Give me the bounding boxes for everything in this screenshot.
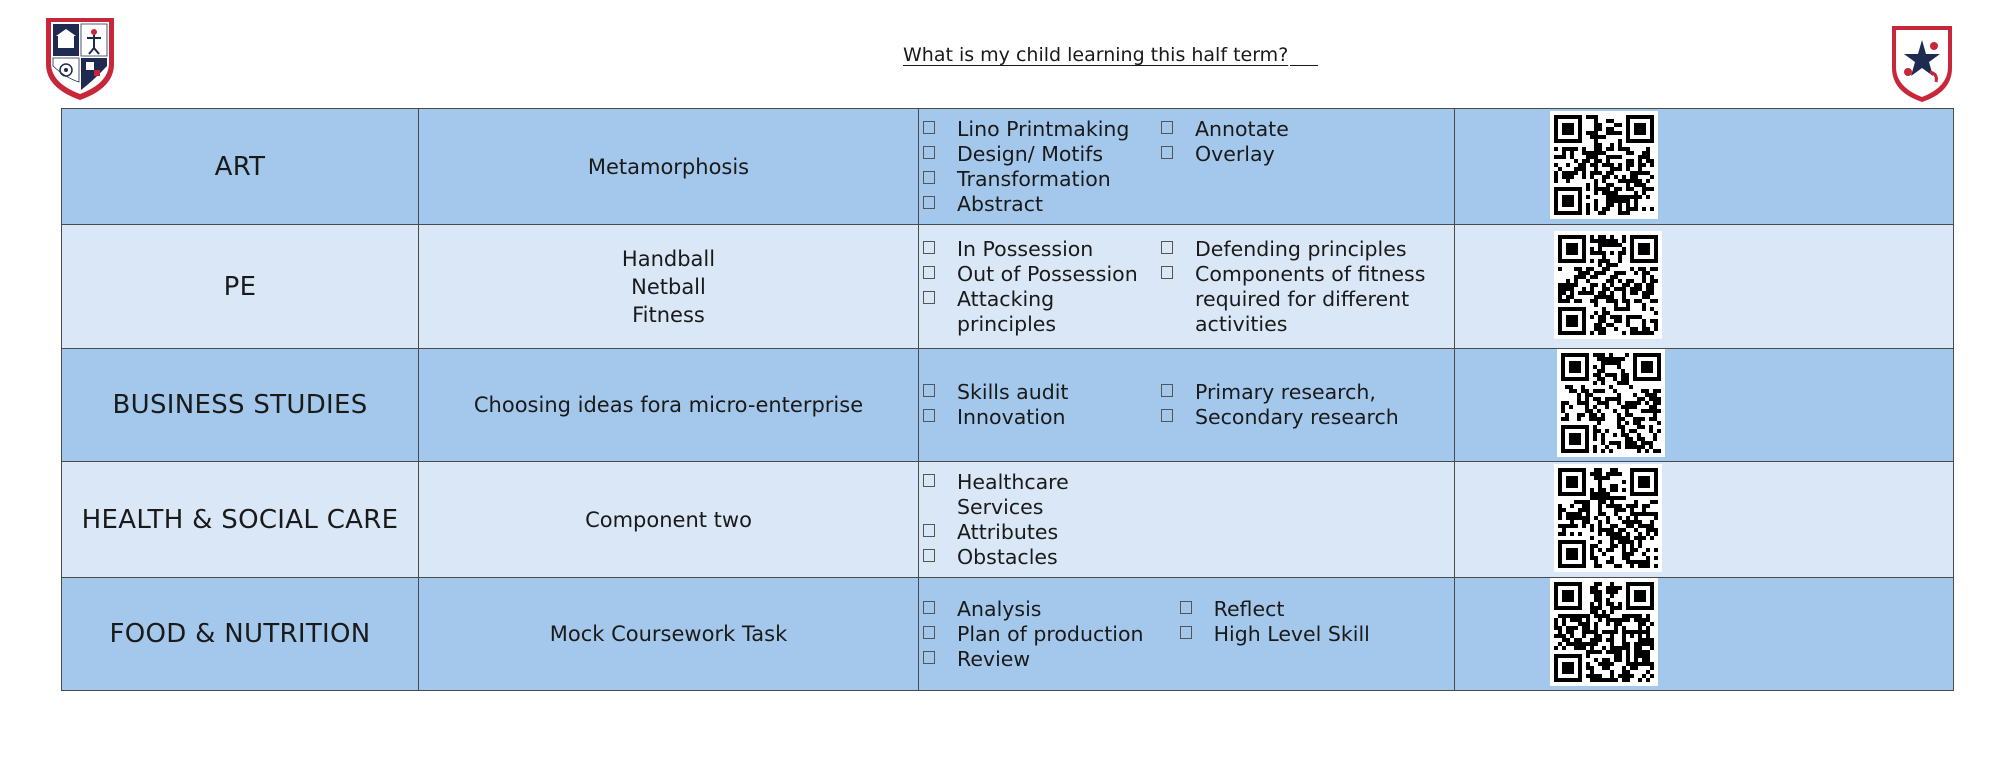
qr-cell [1455, 349, 1954, 462]
checklist-item [919, 380, 1157, 405]
topic-cell [419, 349, 919, 462]
topic-cell [419, 225, 919, 349]
topic-line: Component two [585, 507, 752, 532]
checklist-item-label: Plan of production [957, 621, 1144, 646]
checklist-item [1157, 117, 1437, 142]
checklist-item [919, 117, 1157, 142]
subject-row [62, 462, 1954, 578]
checklist-item-label: Attacking principles [957, 286, 1057, 336]
key-points-column [1157, 470, 1437, 570]
checklist-item-label: Annotate [1195, 116, 1289, 141]
checklist-item [919, 262, 1157, 287]
checklist-item-label: Overlay [1195, 141, 1275, 166]
key-points-column [919, 237, 1157, 337]
qr-cell [1455, 109, 1954, 225]
key-points-column [1157, 380, 1437, 430]
checklist-item [1157, 405, 1437, 430]
key-points-column [919, 380, 1157, 430]
checklist-item-label: Defending principles [1195, 236, 1407, 261]
checkbox-icon [1161, 146, 1173, 159]
qr-cell [1455, 462, 1954, 578]
checkbox-icon [923, 651, 935, 664]
subject-cell [62, 349, 419, 462]
checklist-item [919, 545, 1157, 570]
checkbox-icon [923, 474, 935, 487]
checklist-item [919, 237, 1157, 262]
checklist-item [1157, 142, 1437, 167]
checklist-item [1157, 262, 1437, 337]
subject-name: HEALTH & SOCIAL CARE [81, 504, 399, 535]
subject-cell [62, 225, 419, 349]
qr-code-icon[interactable] [1550, 578, 1658, 686]
checkbox-icon [923, 121, 935, 134]
checklist-item-label: Transformation [957, 166, 1111, 191]
subject-name: FOOD & NUTRITION [109, 619, 371, 649]
checklist-item [1176, 597, 1454, 622]
checklist-item [919, 405, 1157, 430]
topic-line: Netball [631, 274, 706, 299]
checklist-item-label: Attributes [957, 519, 1059, 544]
subject-row [62, 578, 1954, 691]
checkbox-icon [1161, 409, 1173, 422]
key-points-cell [919, 349, 1455, 462]
checkbox-icon [1180, 626, 1192, 639]
checkbox-icon [1161, 266, 1173, 279]
curriculum-table [61, 108, 1954, 691]
subject-name: PE [223, 271, 257, 302]
qr-code-icon[interactable] [1554, 464, 1662, 572]
checklist-item-label: Reflect [1213, 596, 1285, 621]
checklist-item-label: Obstacles [957, 544, 1058, 569]
topic-cell [419, 109, 919, 225]
subject-name: ART [214, 151, 266, 182]
checkbox-icon [923, 626, 935, 639]
checklist-item [1176, 622, 1454, 647]
page-title: What is my child learning this half term? [903, 44, 1318, 66]
school-crest-logo [44, 16, 116, 102]
key-points-cell [919, 109, 1455, 225]
subject-cell [62, 462, 419, 578]
checkbox-icon [923, 241, 935, 254]
checklist-item-label: Out of Possession [957, 261, 1138, 286]
checkbox-icon [923, 266, 935, 279]
subject-row [62, 225, 1954, 349]
subject-name: BUSINESS STUDIES [112, 390, 368, 420]
qr-code-icon[interactable] [1550, 111, 1658, 219]
checklist-item-label: Components of fitness required for different activities [1195, 261, 1426, 336]
checklist-item [1157, 380, 1437, 405]
subject-row [62, 349, 1954, 462]
checklist-item-label: Lino Printmaking [957, 116, 1130, 141]
topic-line: Choosing ideas fora micro-enterprise [473, 393, 864, 417]
checklist-item [919, 520, 1157, 545]
trust-crest-logo [1890, 24, 1954, 104]
topic-line: Handball [621, 246, 716, 271]
checklist-item-label: Review [957, 646, 1031, 671]
key-points-column [919, 597, 1156, 672]
checkbox-icon [1161, 241, 1173, 254]
checkbox-icon [923, 291, 935, 304]
checklist-item [919, 167, 1157, 192]
checklist-item [919, 287, 1157, 337]
subject-cell [62, 578, 419, 691]
checklist-item [919, 597, 1156, 622]
qr-cell [1455, 578, 1954, 691]
qr-cell [1455, 225, 1954, 349]
checklist-item [919, 192, 1157, 217]
checkbox-icon [923, 146, 935, 159]
key-points-cell [919, 225, 1455, 349]
qr-code-icon[interactable] [1557, 349, 1665, 457]
checklist-item-label: High Level Skill [1213, 621, 1370, 646]
checkbox-icon [923, 524, 935, 537]
checkbox-icon [923, 196, 935, 209]
checklist-item [919, 647, 1156, 672]
checkbox-icon [923, 601, 935, 614]
key-points-cell [919, 578, 1455, 691]
key-points-column [1157, 117, 1437, 217]
checklist-item [919, 470, 1157, 520]
checklist-item [919, 142, 1157, 167]
checklist-item-label: Abstract [957, 191, 1044, 216]
checkbox-icon [923, 409, 935, 422]
key-points-column [1157, 237, 1437, 337]
topic-line: Mock Coursework Task [549, 622, 788, 646]
topic-line: Metamorphosis [587, 154, 750, 179]
subject-cell [62, 109, 419, 225]
checkbox-icon [923, 171, 935, 184]
key-points-column [919, 117, 1157, 217]
checklist-item-label: Design/ Motifs [957, 141, 1104, 166]
qr-code-icon[interactable] [1554, 231, 1662, 339]
checklist-item-label: In Possession [957, 236, 1094, 261]
checkbox-icon [1161, 384, 1173, 397]
topic-cell [419, 462, 919, 578]
checklist-item [1157, 237, 1437, 262]
checklist-item-label: Analysis [957, 596, 1042, 621]
topic-line: Fitness [632, 302, 705, 327]
checklist-item-label: Innovation [957, 405, 1066, 429]
checklist-item-label: Secondary research [1195, 405, 1399, 429]
key-points-column [919, 470, 1157, 570]
key-points-column [1156, 597, 1454, 672]
key-points-cell [919, 462, 1455, 578]
checklist-item-label: Skills audit [957, 380, 1069, 404]
subject-row [62, 109, 1954, 225]
topic-cell [419, 578, 919, 691]
checklist-item [919, 622, 1156, 647]
checkbox-icon [923, 384, 935, 397]
checkbox-icon [923, 549, 935, 562]
checkbox-icon [1161, 121, 1173, 134]
checklist-item-label: Healthcare Services [957, 469, 1069, 519]
checkbox-icon [1180, 601, 1192, 614]
checklist-item-label: Primary research, [1195, 380, 1376, 404]
